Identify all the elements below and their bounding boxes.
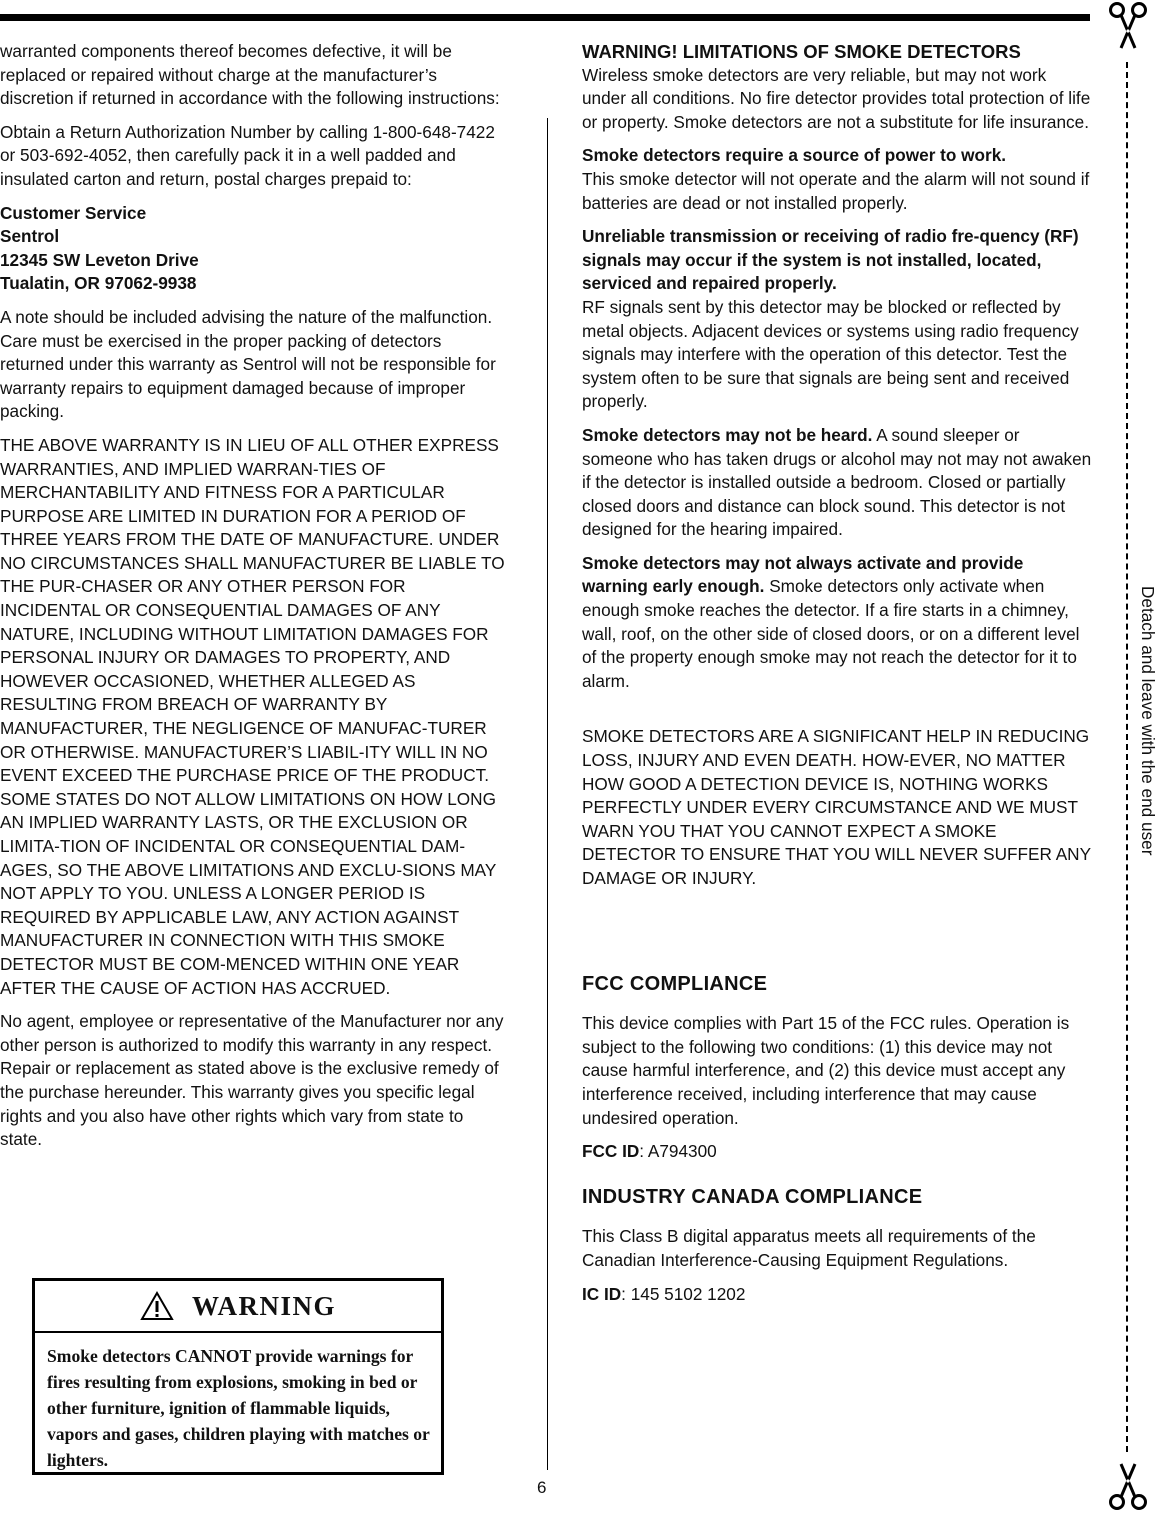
ic-id-value: : 145 5102 1202 bbox=[621, 1283, 746, 1304]
ic-id-label: IC ID bbox=[582, 1283, 622, 1304]
scissors-icon bbox=[1108, 0, 1148, 57]
limitation-item-text: This smoke detector will not operate and the alarm will not sound if batteries are dead or not installed properly. bbox=[582, 168, 1090, 213]
warranty-disclaimer-paragraph: THE ABOVE WARRANTY IS IN LIEU OF ALL OTHER EXPRESS WARRANTIES, AND IMPLIED WARRAN-TIES OF MERCHANTABILITY AND FITNESS FOR A PARTICULAR PURPOSE ARE LIMITED IN DURATION FOR A PERIOD OF THREE YEARS FROM THE DATE OF MANUFACTURE. UNDER NO CIRCUMSTANCES SHALL MANUFACTURER BE LIABLE TO THE PUR-CHASER OR ANY OTHER PERSON FOR INCIDENTAL OR CONSEQUENTIAL DAMAGES OF ANY NATURE, INCLUDING WITHOUT LIMITATION DAMAGES FOR PERSONAL INJURY OR DAMAGES TO PROPERTY, AND HOWEVER OCCASIONED, WHETHER ALLEGED AS RESULTING FROM BREACH OF WARRANTY BY MANUFACTURER, THE NEGLIGENCE OF MANUFAC-TURER OR OTHERWISE. MANUFACTURER’S LIABIL-ITY WILL IN NO EVENT EXCEED THE PURCHASE PRICE OF THE PRODUCT. SOME STATES DO NOT ALLOW LIMITATIONS ON HOW LONG AN IMPLIED WARRANTY LASTS, OR THE EXCLUSION OR LIMITA-TION OF INCIDENTAL OR CONSEQUENTIAL DAM-AGES, SO THE ABOVE LIMITATIONS AND EXCLU-SIONS MAY NOT APPLY TO YOU. UNLESS A LONGER PERIOD IS REQUIRED BY APPLICABLE LAW, ANY ACTION AGAINST MANUFACTURER IN CONNECTION WITH THIS SMOKE DETECTOR MUST BE COM-MENCED WITHIN ONE YEAR AFTER THE CAUSE OF ACTION HAS ACCRUED. bbox=[0, 434, 505, 998]
warning-triangle-icon bbox=[140, 1291, 174, 1321]
limitation-item bbox=[582, 424, 1092, 542]
fcc-body: This device complies with Part 15 of the FCC rules. Operation is subject to the following two conditions: (1) this device may not cause harmful interference, and (2) this device must accept any interference received, including interference that may cause undesired operation. bbox=[582, 1013, 1070, 1128]
address-line: 12345 SW Leveton Drive bbox=[0, 249, 199, 270]
ic-heading: INDUSTRY CANADA COMPLIANCE bbox=[582, 1185, 923, 1208]
limitation-item-title: Unreliable transmission or receiving of radio fre-quency (RF) signals may occur if the system is not installed, located, serviced and repaired properly. bbox=[582, 226, 1079, 294]
top-rule bbox=[0, 14, 1090, 21]
limitation-item-text: Smoke detectors only activate when enough smoke reaches the detector. If a fire starts in a chimney, wall, roof, on the other side of closed doors, or on a different level of the property enough smoke may not reach the detector for it to alarm. bbox=[582, 576, 1080, 691]
left-column bbox=[0, 40, 505, 1162]
page-number: 6 bbox=[537, 1478, 547, 1497]
fcc-heading: FCC COMPLIANCE bbox=[582, 972, 768, 995]
limitation-item-text: RF signals sent by this detector may be blocked or reflected by metal objects. Adjacent devices or systems using radio frequency signals may interfere with the operation of this detector. Test the system often to be sure that signals are being sent and received properly. bbox=[582, 296, 1079, 412]
address-line: Customer Service bbox=[0, 202, 147, 223]
limitation-item-title: Smoke detectors may not always activate and provide warning early enough. bbox=[582, 552, 1024, 597]
packing-note-paragraph: A note should be included advising the nature of the malfunction. Care must be exercised in the proper packing of detectors returned under this warranty as Sentrol will not be responsible for warranty repairs to equipment damaged because of improper packing. bbox=[0, 306, 496, 422]
fcc-id-label: FCC ID bbox=[582, 1141, 640, 1162]
warning-box bbox=[32, 1278, 444, 1475]
warranty-continuation-paragraph: warranted components thereof becomes defective, it will be replaced or repaired without charge at the manufacturer’s discretion if returned in accordance with the following instructions: bbox=[0, 41, 500, 109]
return-address bbox=[0, 202, 505, 296]
detach-cut-line bbox=[1126, 62, 1128, 1452]
fcc-id bbox=[582, 1140, 1092, 1164]
right-column bbox=[582, 40, 1092, 1316]
limitation-item bbox=[582, 144, 1092, 215]
scissors-icon bbox=[1108, 1460, 1148, 1517]
limitation-item-text: A sound sleeper or someone who has taken drugs or alcohol may not may not awaken if the detector is installed outside a bedroom. Closed or partially closed doors and distance can block sound. This detector is not designed for the hearing impaired. bbox=[582, 424, 1092, 540]
limitation-item-title: Smoke detectors may not be heard. bbox=[582, 424, 873, 445]
column-divider bbox=[547, 118, 548, 1470]
limitation-item bbox=[582, 225, 1092, 414]
limitations-intro: Wireless smoke detectors are very reliable, but may not work under all conditions. No fire detector provides total protection of life or property. Smoke detectors are not a substitute for life insurance. bbox=[582, 64, 1091, 132]
warning-box-body: Smoke detectors CANNOT provide warnings for fires resulting from explosions, smoking in bed or other furniture, ignition of flammable liquids, vapors and gases, children playing with matches or lighters. bbox=[47, 1346, 430, 1470]
caps-warning-paragraph: SMOKE DETECTORS ARE A SIGNIFICANT HELP IN REDUCING LOSS, INJURY AND EVEN DEATH. HOW-EVER, NO MATTER HOW GOOD A DETECTION DEVICE IS, NOTHING WORKS PERFECTLY UNDER EVERY CIRCUMSTANCE AND WE MUST WARN YOU THAT YOU CANNOT EXPECT A SMOKE DETECTOR TO ENSURE THAT YOU WILL NEVER SUFFER ANY DAMAGE OR INJURY. bbox=[582, 726, 1091, 888]
return-authorization-paragraph: Obtain a Return Authorization Number by calling 1-800-648-7422 or 503-692-4052, then carefully pack it in a well padded and insulated carton and return, postal charges prepaid to: bbox=[0, 121, 495, 189]
fcc-id-value: : A794300 bbox=[639, 1141, 717, 1162]
remedy-paragraph: No agent, employee or representative of the Manufacturer nor any other person is authorized to modify this warranty in any respect. Repair or replacement as stated above is the exclusive remedy of the purchase hereunder. This warranty gives you specific legal rights and you also have other rights which vary from state to state. bbox=[0, 1011, 504, 1150]
warning-box-title: WARNING bbox=[191, 1290, 336, 1321]
address-line: Sentrol bbox=[0, 226, 60, 247]
limitations-heading: WARNING! LIMITATIONS OF SMOKE DETECTORS bbox=[582, 41, 1021, 62]
ic-body: This Class B digital apparatus meets all requirements of the Canadian Interference-Causing Equipment Regulations. bbox=[582, 1226, 1036, 1270]
ic-id bbox=[582, 1283, 1092, 1307]
limitation-item-title: Smoke detectors require a source of power to work. bbox=[582, 145, 1007, 166]
warning-box-header bbox=[35, 1281, 441, 1333]
detach-instruction: Detach and leave with the end user bbox=[1138, 580, 1158, 861]
limitation-item bbox=[582, 552, 1092, 694]
address-line: Tualatin, OR 97062-9938 bbox=[0, 273, 197, 294]
